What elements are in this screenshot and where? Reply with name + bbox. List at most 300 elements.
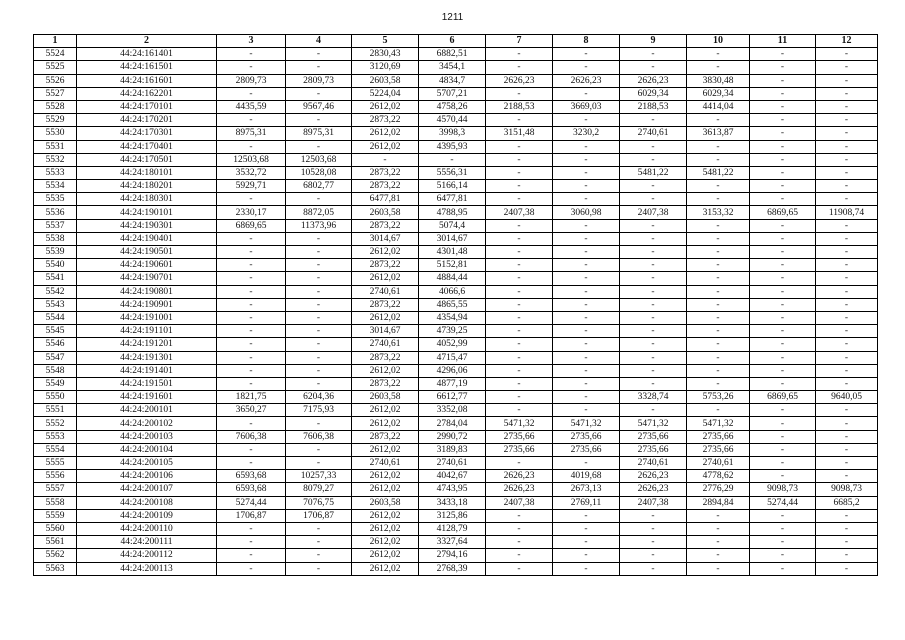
table-cell: 7606,38: [286, 430, 352, 443]
table-row: [34, 259, 878, 272]
table-cell: -: [286, 87, 352, 100]
table-cell: 44:24:200111: [77, 536, 217, 549]
table-cell: 4739,25: [419, 325, 486, 338]
table-cell: 2894,84: [687, 496, 750, 509]
table-cell: 2612,02: [352, 509, 419, 522]
table-cell: -: [553, 391, 620, 404]
table-cell: 3669,03: [553, 100, 620, 113]
table-cell: -: [217, 457, 286, 470]
table-cell: -: [816, 509, 878, 522]
table-cell: 5274,44: [750, 496, 816, 509]
table-cell: 5560: [34, 522, 77, 535]
table-cell: 44:24:162201: [77, 87, 217, 100]
table-cell: 5541: [34, 272, 77, 285]
table-cell: 8872,05: [286, 206, 352, 219]
table-cell: 2407,38: [486, 206, 553, 219]
table-cell: 44:24:170401: [77, 140, 217, 153]
table-cell: -: [553, 48, 620, 61]
table-cell: 6593,68: [217, 470, 286, 483]
table-cell: 2768,39: [419, 562, 486, 575]
table-cell: 5074,4: [419, 219, 486, 232]
column-header: 2: [77, 35, 217, 48]
table-cell: 2612,02: [352, 443, 419, 456]
table-cell: -: [816, 193, 878, 206]
table-cell: 44:24:200113: [77, 562, 217, 575]
table-cell: 44:24:191401: [77, 364, 217, 377]
table-row: [34, 364, 878, 377]
table-cell: -: [750, 193, 816, 206]
table-cell: -: [286, 61, 352, 74]
table-cell: -: [750, 522, 816, 535]
table-cell: 4788,95: [419, 206, 486, 219]
table-cell: -: [217, 61, 286, 74]
table-cell: 44:24:170101: [77, 100, 217, 113]
table-cell: -: [750, 536, 816, 549]
table-cell: 6029,34: [620, 87, 687, 100]
table-cell: -: [816, 417, 878, 430]
table-cell: 3328,74: [620, 391, 687, 404]
table-cell: 2776,29: [687, 483, 750, 496]
table-cell: -: [750, 114, 816, 127]
table-cell: 3060,98: [553, 206, 620, 219]
table-cell: -: [486, 140, 553, 153]
table-cell: 8079,27: [286, 483, 352, 496]
table-cell: -: [687, 377, 750, 390]
table-cell: 3151,48: [486, 127, 553, 140]
table-cell: 2873,22: [352, 259, 419, 272]
table-cell: -: [486, 311, 553, 324]
table-cell: -: [816, 338, 878, 351]
table-cell: 2873,22: [352, 219, 419, 232]
table-cell: 2603,58: [352, 391, 419, 404]
table-cell: -: [750, 100, 816, 113]
table-cell: 4715,47: [419, 351, 486, 364]
table-cell: -: [486, 364, 553, 377]
table-row: [34, 48, 878, 61]
table-cell: 2873,22: [352, 298, 419, 311]
table-cell: -: [816, 48, 878, 61]
table-cell: 5528: [34, 100, 77, 113]
table-cell: -: [286, 443, 352, 456]
table-cell: -: [750, 298, 816, 311]
table-cell: -: [553, 153, 620, 166]
table-row: [34, 311, 878, 324]
table-row: [34, 522, 878, 535]
table-cell: -: [286, 377, 352, 390]
table-cell: 44:24:191301: [77, 351, 217, 364]
table-cell: 5563: [34, 562, 77, 575]
table-cell: 2188,53: [486, 100, 553, 113]
table-cell: 44:24:191201: [77, 338, 217, 351]
table-cell: 3352,08: [419, 404, 486, 417]
table-cell: 4778,62: [687, 470, 750, 483]
table-cell: -: [687, 298, 750, 311]
table-cell: -: [486, 509, 553, 522]
table-cell: 5530: [34, 127, 77, 140]
table-cell: 5552: [34, 417, 77, 430]
table-cell: -: [217, 285, 286, 298]
table-cell: 5538: [34, 232, 77, 245]
table-cell: -: [486, 404, 553, 417]
table-cell: 2740,61: [352, 457, 419, 470]
table-cell: 5548: [34, 364, 77, 377]
table-cell: 5534: [34, 180, 77, 193]
table-cell: 2612,02: [352, 404, 419, 417]
table-cell: 5471,32: [620, 417, 687, 430]
table-cell: -: [553, 338, 620, 351]
table-cell: 3125,86: [419, 509, 486, 522]
table-cell: -: [620, 272, 687, 285]
table-row: [34, 140, 878, 153]
table-cell: 2330,17: [217, 206, 286, 219]
table-cell: -: [687, 272, 750, 285]
table-cell: -: [553, 232, 620, 245]
table-cell: -: [816, 298, 878, 311]
table-cell: -: [486, 246, 553, 259]
table-cell: 5536: [34, 206, 77, 219]
table-cell: 5542: [34, 285, 77, 298]
table-cell: 44:24:170501: [77, 153, 217, 166]
table-cell: -: [486, 325, 553, 338]
table-cell: -: [286, 364, 352, 377]
table-cell: -: [750, 311, 816, 324]
table-cell: 5527: [34, 87, 77, 100]
table-cell: 9640,05: [816, 391, 878, 404]
table-cell: 5471,32: [486, 417, 553, 430]
column-header: 9: [620, 35, 687, 48]
table-cell: 44:24:191601: [77, 391, 217, 404]
table-cell: -: [687, 48, 750, 61]
table-row: [34, 430, 878, 443]
table-cell: 2830,43: [352, 48, 419, 61]
table-cell: -: [816, 114, 878, 127]
table-cell: 6869,65: [217, 219, 286, 232]
table-cell: -: [816, 140, 878, 153]
table-cell: -: [816, 272, 878, 285]
table-row: [34, 74, 878, 87]
column-header: 8: [553, 35, 620, 48]
table-cell: 5556,31: [419, 166, 486, 179]
table-cell: -: [286, 536, 352, 549]
table-cell: 5152,81: [419, 259, 486, 272]
table-cell: -: [750, 509, 816, 522]
table-cell: -: [217, 87, 286, 100]
table-cell: -: [286, 562, 352, 575]
table-cell: -: [750, 417, 816, 430]
table-cell: -: [620, 285, 687, 298]
table-cell: -: [553, 536, 620, 549]
table-cell: -: [620, 377, 687, 390]
table-cell: 2735,66: [687, 443, 750, 456]
table-cell: 9098,73: [816, 483, 878, 496]
table-cell: -: [553, 298, 620, 311]
table-cell: -: [553, 404, 620, 417]
table-cell: -: [687, 536, 750, 549]
table-row: [34, 87, 878, 100]
table-cell: 2603,58: [352, 74, 419, 87]
table-cell: 5224,04: [352, 87, 419, 100]
table-cell: 5525: [34, 61, 77, 74]
table-cell: 44:24:191001: [77, 311, 217, 324]
table-cell: 3120,69: [352, 61, 419, 74]
table-cell: -: [687, 61, 750, 74]
table-cell: -: [816, 404, 878, 417]
table-cell: -: [486, 285, 553, 298]
table-row: [34, 417, 878, 430]
table-cell: 5547: [34, 351, 77, 364]
table-cell: -: [687, 193, 750, 206]
table-cell: -: [553, 272, 620, 285]
table-cell: 6802,77: [286, 180, 352, 193]
table-cell: -: [486, 232, 553, 245]
table-cell: -: [620, 536, 687, 549]
table-cell: -: [687, 338, 750, 351]
table-cell: -: [286, 351, 352, 364]
table-cell: 2740,61: [620, 127, 687, 140]
table-cell: -: [486, 193, 553, 206]
table-cell: -: [750, 457, 816, 470]
table-cell: -: [553, 325, 620, 338]
table-cell: 3014,67: [352, 325, 419, 338]
table-cell: 5545: [34, 325, 77, 338]
table-cell: -: [816, 430, 878, 443]
table-cell: -: [286, 522, 352, 535]
table-cell: -: [620, 298, 687, 311]
table-cell: -: [553, 219, 620, 232]
table-cell: 44:24:180201: [77, 180, 217, 193]
header-row: [34, 35, 878, 48]
table-row: [34, 338, 878, 351]
table-cell: 2873,22: [352, 430, 419, 443]
table-cell: 2673,13: [553, 483, 620, 496]
table-cell: -: [687, 285, 750, 298]
table-cell: -: [553, 193, 620, 206]
table-row: [34, 232, 878, 245]
table-cell: 2612,02: [352, 100, 419, 113]
table-cell: -: [750, 219, 816, 232]
table-cell: 5550: [34, 391, 77, 404]
table-cell: 2735,66: [553, 430, 620, 443]
table-cell: -: [620, 232, 687, 245]
table-cell: 5707,21: [419, 87, 486, 100]
table-cell: 8975,31: [286, 127, 352, 140]
table-cell: 4128,79: [419, 522, 486, 535]
table-cell: 10257,33: [286, 470, 352, 483]
table-cell: -: [286, 417, 352, 430]
table-row: [34, 536, 878, 549]
table-cell: 3014,67: [352, 232, 419, 245]
table-cell: -: [687, 562, 750, 575]
table-cell: -: [553, 311, 620, 324]
table-cell: -: [217, 259, 286, 272]
table-cell: -: [620, 219, 687, 232]
table-cell: 44:24:190901: [77, 298, 217, 311]
table-cell: 10528,08: [286, 166, 352, 179]
table-cell: 44:24:170201: [77, 114, 217, 127]
table-cell: -: [286, 298, 352, 311]
table-cell: -: [486, 562, 553, 575]
table-cell: -: [816, 246, 878, 259]
table-cell: 5558: [34, 496, 77, 509]
table-cell: 4877,19: [419, 377, 486, 390]
column-header: 12: [816, 35, 878, 48]
table-cell: 5753,26: [687, 391, 750, 404]
table-row: [34, 562, 878, 575]
table-cell: -: [687, 311, 750, 324]
table-cell: 6612,77: [419, 391, 486, 404]
table-cell: 5526: [34, 74, 77, 87]
table-cell: -: [553, 549, 620, 562]
table-cell: 44:24:180101: [77, 166, 217, 179]
table-cell: -: [553, 285, 620, 298]
table-cell: -: [816, 180, 878, 193]
table-cell: 2740,61: [352, 285, 419, 298]
table-cell: 4570,44: [419, 114, 486, 127]
table-row: [34, 496, 878, 509]
table-cell: 4834,7: [419, 74, 486, 87]
table-cell: 2873,22: [352, 166, 419, 179]
table-cell: -: [687, 180, 750, 193]
column-header: 11: [750, 35, 816, 48]
table-cell: -: [486, 114, 553, 127]
table-row: [34, 549, 878, 562]
table-cell: 5543: [34, 298, 77, 311]
table-cell: -: [217, 325, 286, 338]
table-cell: -: [687, 549, 750, 562]
table-cell: -: [687, 259, 750, 272]
table-cell: -: [816, 325, 878, 338]
table-cell: -: [553, 61, 620, 74]
table-row: [34, 325, 878, 338]
table-cell: -: [286, 246, 352, 259]
table-cell: 5535: [34, 193, 77, 206]
column-header: 7: [486, 35, 553, 48]
table-cell: 2784,04: [419, 417, 486, 430]
table-cell: 8975,31: [217, 127, 286, 140]
table-cell: -: [486, 61, 553, 74]
table-cell: 2735,66: [620, 443, 687, 456]
table-cell: -: [750, 166, 816, 179]
table-cell: 44:24:200101: [77, 404, 217, 417]
table-cell: 5557: [34, 483, 77, 496]
table-cell: 5524: [34, 48, 77, 61]
table-cell: -: [620, 562, 687, 575]
table-cell: -: [486, 219, 553, 232]
table-cell: 5554: [34, 443, 77, 456]
table-cell: -: [217, 114, 286, 127]
table-cell: -: [750, 87, 816, 100]
table-cell: 2735,66: [553, 443, 620, 456]
table-cell: 2612,02: [352, 246, 419, 259]
table-cell: -: [553, 509, 620, 522]
table-cell: 5537: [34, 219, 77, 232]
table-cell: 6685,2: [816, 496, 878, 509]
table-cell: -: [687, 325, 750, 338]
table-cell: 44:24:161501: [77, 61, 217, 74]
table-cell: 4066,6: [419, 285, 486, 298]
table-cell: -: [750, 232, 816, 245]
table-cell: -: [486, 259, 553, 272]
table-cell: 7606,38: [217, 430, 286, 443]
table-cell: 5531: [34, 140, 77, 153]
table-cell: 2407,38: [620, 496, 687, 509]
table-cell: 3650,27: [217, 404, 286, 417]
table-cell: 4042,67: [419, 470, 486, 483]
table-cell: 2873,22: [352, 377, 419, 390]
table-cell: 44:24:200112: [77, 549, 217, 562]
table-cell: 5561: [34, 536, 77, 549]
table-cell: -: [553, 364, 620, 377]
table-cell: 44:24:190101: [77, 206, 217, 219]
table-cell: 2873,22: [352, 114, 419, 127]
table-cell: 5929,71: [217, 180, 286, 193]
table-cell: 2612,02: [352, 417, 419, 430]
table-cell: -: [750, 377, 816, 390]
table-cell: -: [286, 232, 352, 245]
table-cell: -: [486, 338, 553, 351]
table-cell: -: [486, 298, 553, 311]
table-cell: 2612,02: [352, 140, 419, 153]
table-cell: 5274,44: [217, 496, 286, 509]
table-cell: 2188,53: [620, 100, 687, 113]
table-cell: 3613,87: [687, 127, 750, 140]
table-body: [34, 48, 878, 576]
table-cell: 4758,26: [419, 100, 486, 113]
column-header: 3: [217, 35, 286, 48]
table-cell: 2873,22: [352, 351, 419, 364]
table-cell: 6593,68: [217, 483, 286, 496]
column-header: 1: [34, 35, 77, 48]
table-cell: 44:24:190401: [77, 232, 217, 245]
table-cell: 1821,75: [217, 391, 286, 404]
table-cell: -: [217, 193, 286, 206]
table-cell: 2735,66: [486, 443, 553, 456]
table-cell: -: [816, 166, 878, 179]
table-cell: -: [217, 272, 286, 285]
table-cell: 2612,02: [352, 483, 419, 496]
table-cell: -: [620, 509, 687, 522]
table-cell: -: [286, 457, 352, 470]
table-cell: -: [553, 457, 620, 470]
table-cell: 2626,23: [620, 470, 687, 483]
table-cell: 44:24:170301: [77, 127, 217, 140]
table-cell: 5544: [34, 311, 77, 324]
table-row: [34, 153, 878, 166]
table-row: [34, 351, 878, 364]
table-cell: -: [352, 153, 419, 166]
table-cell: 2603,58: [352, 496, 419, 509]
table-cell: 5539: [34, 246, 77, 259]
table-cell: -: [620, 311, 687, 324]
table-cell: 12503,68: [217, 153, 286, 166]
table-cell: -: [217, 562, 286, 575]
table-cell: -: [750, 285, 816, 298]
table-cell: 5553: [34, 430, 77, 443]
table-cell: -: [286, 272, 352, 285]
table-cell: 2626,23: [486, 470, 553, 483]
table-cell: -: [750, 140, 816, 153]
table-cell: 2809,73: [286, 74, 352, 87]
table-cell: 5540: [34, 259, 77, 272]
table-cell: -: [816, 562, 878, 575]
table-cell: 6029,34: [687, 87, 750, 100]
table-cell: 4296,06: [419, 364, 486, 377]
table-cell: -: [750, 74, 816, 87]
table-row: [34, 61, 878, 74]
table-cell: -: [553, 351, 620, 364]
table-cell: -: [687, 153, 750, 166]
table-cell: 4884,44: [419, 272, 486, 285]
